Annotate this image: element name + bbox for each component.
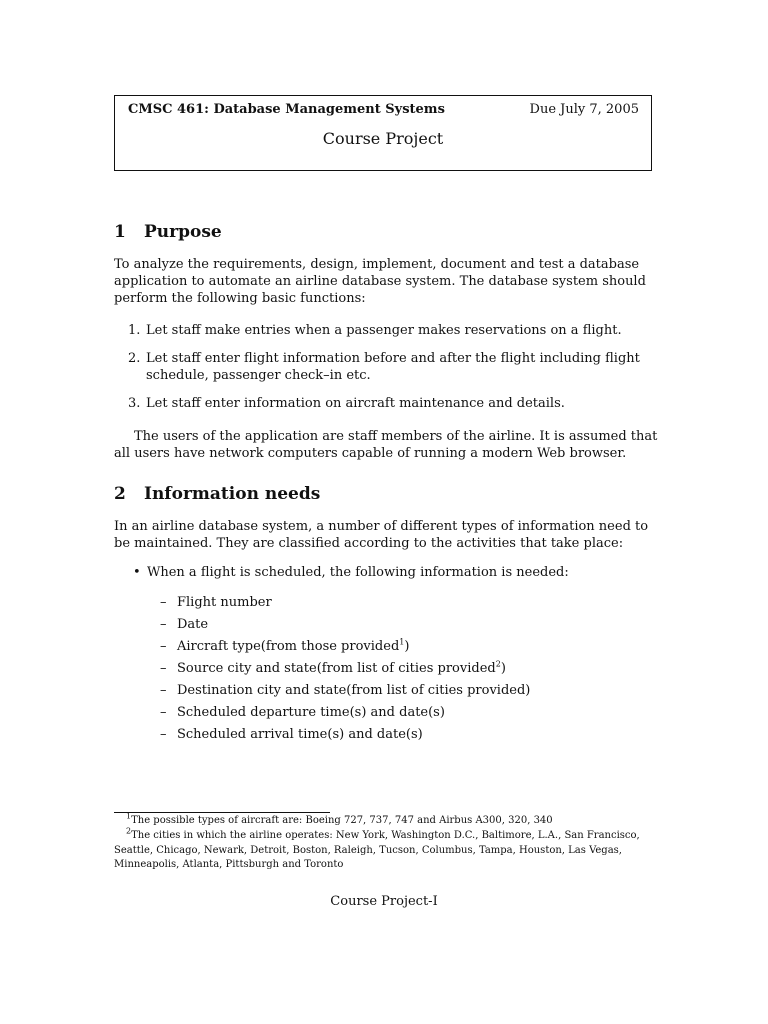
dash-marker: – (160, 595, 167, 610)
dash-marker: – (160, 727, 167, 742)
list-item (114, 395, 659, 412)
list-marker: 3. (128, 396, 141, 411)
section-1-number: 1 (114, 222, 126, 242)
list-item-text: Scheduled departure time(s) and date(s) (177, 705, 445, 720)
dash-marker: – (160, 661, 167, 676)
list-item-text: Flight number (177, 595, 272, 610)
list-item (114, 322, 659, 339)
bullet-icon: • (133, 565, 141, 580)
footnote-ref[interactable]: 1 (399, 637, 405, 647)
dash-marker: – (160, 639, 167, 654)
list-item (160, 658, 530, 680)
list-item (160, 702, 530, 724)
section-2-heading (114, 484, 320, 504)
purpose-intro: To analyze the requirements, design, implement, document and test a database application to automate an airline database system. The database system should perform the following basic functions: (114, 257, 646, 306)
dash-marker: – (160, 683, 167, 698)
list-item-text: Let staff enter flight information before and after the flight including flight schedule, passenger check–in etc. (146, 351, 640, 383)
dash-marker: – (160, 705, 167, 720)
list-marker: 1. (128, 323, 141, 338)
list-item-text: Destination city and state(from list of cities provided) (177, 683, 531, 698)
list-item-text: Let staff make entries when a passenger makes reservations on a flight. (146, 323, 622, 338)
header-box (114, 95, 652, 171)
list-item-text: Let staff enter information on aircraft maintenance and details. (146, 396, 565, 411)
footnote-mark: 2 (126, 826, 132, 836)
list-item-text: Date (177, 617, 209, 632)
section-1-title: Purpose (144, 222, 222, 242)
dash-marker: – (160, 617, 167, 632)
list-item (160, 592, 530, 614)
information-intro: In an airline database system, a number of different types of information need to be maintained. They are classified according to the activities that take place: (114, 519, 649, 551)
page-footer: Course Project-I (330, 894, 438, 909)
due-date: Due July 7, 2005 (529, 102, 639, 117)
footnote-text: The cities in which the airline operates: New York, Washington D.C., Baltimore, L.A., San Francisco, Seattle, Chicago, Newark, Detroit, Boston, Raleigh, Tucson, Columbus, Tampa, Houston, Las Vegas, Minneapolis, Atlanta, Pittsburgh and Toronto (114, 830, 640, 870)
footnote-text: The possible types of aircraft are: Boeing 727, 737, 747 and Airbus A300, 320, 340 (131, 815, 553, 826)
bullet-text: When a flight is scheduled, the following information is needed: (147, 565, 569, 580)
section-2-number: 2 (114, 484, 126, 504)
list-item-text-end: ) (404, 639, 410, 654)
footnote-2 (114, 826, 659, 873)
list-item (160, 636, 530, 658)
footnote-1 (114, 811, 659, 829)
list-item (160, 724, 530, 746)
project-title: Course Project (322, 129, 444, 148)
list-item-text-end: ) (500, 661, 506, 676)
users-paragraph: The users of the application are staff members of the airline. It is assumed that all users have network computers capable of running a modern Web browser. (114, 429, 658, 461)
flight-info-list (160, 592, 530, 746)
list-item (160, 614, 530, 636)
list-item-text: Aircraft type(from those provided (177, 639, 400, 654)
list-item (160, 680, 530, 702)
list-marker: 2. (128, 351, 141, 366)
list-item-text: Scheduled arrival time(s) and date(s) (177, 727, 423, 742)
section-1-heading (114, 222, 222, 242)
footnote-ref[interactable]: 2 (495, 659, 501, 669)
list-item (114, 350, 659, 384)
list-item-text: Source city and state(from list of cities provided (177, 661, 496, 676)
footnote-divider (114, 812, 330, 813)
footnote-mark: 1 (126, 811, 132, 821)
function-list (114, 322, 659, 423)
course-code: CMSC 461: Database Management Systems (128, 102, 445, 117)
section-2-title: Information needs (144, 484, 321, 504)
